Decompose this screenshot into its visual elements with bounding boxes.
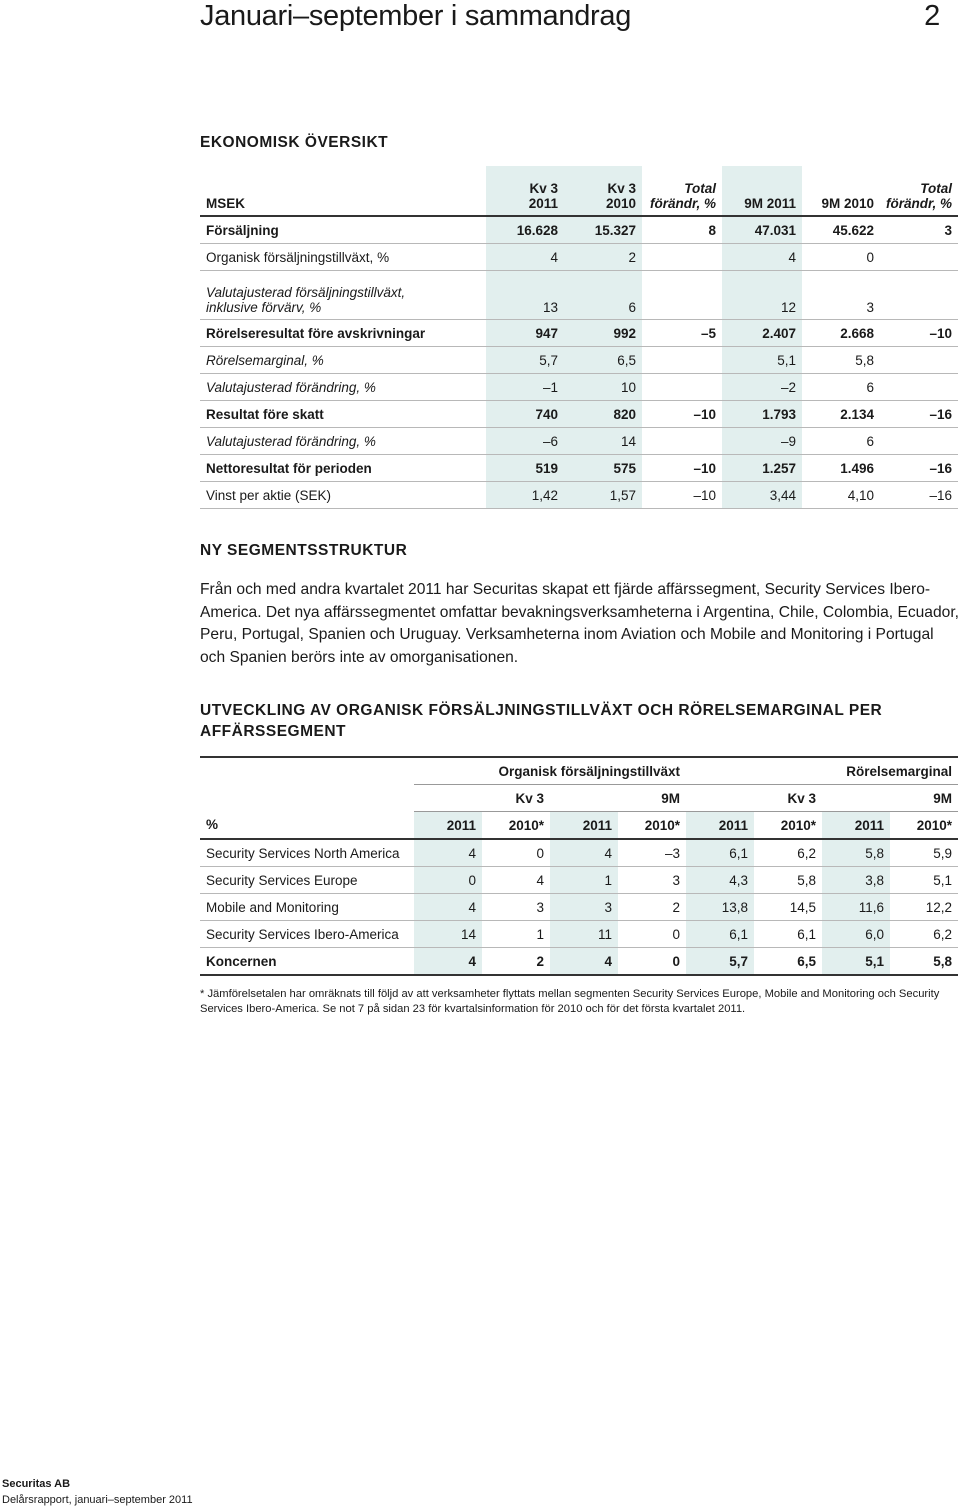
overview-row	[200, 216, 958, 244]
overview-cell	[880, 347, 958, 374]
development-cell: 2	[618, 894, 686, 921]
overview-cell	[642, 374, 722, 401]
development-year-header: 2010*	[890, 812, 958, 840]
overview-row	[200, 347, 958, 374]
development-cell: 5,1	[890, 867, 958, 894]
development-row-label: Security Services North America	[200, 839, 414, 867]
development-cell: 4	[550, 948, 618, 976]
page-number: 2	[924, 0, 940, 32]
overview-cell: 6,5	[564, 347, 642, 374]
overview-row	[200, 374, 958, 401]
development-period-header: Kv 3	[414, 785, 550, 812]
footer	[2, 1476, 193, 1508]
development-year-row	[200, 812, 958, 840]
overview-header-cell: MSEK	[200, 166, 486, 216]
development-cell: 3	[618, 867, 686, 894]
overview-cell: 3	[880, 216, 958, 244]
segment-text: Från och med andra kvartalet 2011 har Securitas skapat ett fjärde affärssegment, Security Services Ibero-America. Det nya affärssegmentet omfattar bevakningsverksamheterna i Argentina, Chile, Colombia, Ecuador, Peru, Portugal, Spanien och Uruguay. Verksamheterna inom Aviation och Mobile and Monitoring i Portugal och Spanien berörs inte av omorganisationen.	[200, 581, 959, 666]
development-row	[200, 921, 958, 948]
overview-cell: 1.793	[722, 401, 802, 428]
development-period-row	[200, 785, 958, 812]
overview-cell: 3,44	[722, 482, 802, 509]
development-year-header: 2011	[822, 812, 890, 840]
overview-cell: 1.496	[802, 455, 880, 482]
overview-cell: –10	[642, 401, 722, 428]
overview-row-label: Resultat före skatt	[200, 401, 486, 428]
overview-cell: 12	[722, 271, 802, 320]
overview-row-label: Rörelseresultat före avskrivningar	[200, 320, 486, 347]
overview-header-row	[200, 166, 958, 216]
overview-cell: 13	[486, 271, 564, 320]
footer-company: Securitas AB	[2, 1478, 71, 1490]
development-period-header: Kv 3	[686, 785, 822, 812]
overview-cell: –16	[880, 455, 958, 482]
overview-cell: –9	[722, 428, 802, 455]
overview-cell: 820	[564, 401, 642, 428]
overview-row-label: Valutajusterad förändring, %	[200, 374, 486, 401]
overview-cell: –6	[486, 428, 564, 455]
page-title-text: Januari–september i sammandrag	[200, 0, 632, 32]
page-title	[200, 0, 940, 34]
overview-cell	[880, 271, 958, 320]
overview-row	[200, 401, 958, 428]
development-cell: 13,8	[686, 894, 754, 921]
development-cell: 4	[482, 867, 550, 894]
development-cell: 0	[482, 839, 550, 867]
overview-table	[200, 166, 958, 509]
overview-row-label: Rörelsemarginal, %	[200, 347, 486, 374]
development-cell: 6,1	[686, 839, 754, 867]
development-heading: UTVECKLING AV ORGANISK FÖRSÄLJNINGSTILLVÄXT OCH RÖRELSEMARGINAL PER AFFÄRSSEGMENT	[200, 702, 883, 740]
segment-heading: NY SEGMENTSSTRUKTUR	[200, 542, 408, 559]
development-cell: 3	[550, 894, 618, 921]
development-cell: 3	[482, 894, 550, 921]
overview-header-cell: 9M 2011	[722, 166, 802, 216]
development-year-header: 2011	[686, 812, 754, 840]
overview-cell	[642, 428, 722, 455]
overview-cell: –10	[880, 320, 958, 347]
overview-cell	[880, 244, 958, 271]
development-cell: 6,2	[754, 839, 822, 867]
development-cell: 3,8	[822, 867, 890, 894]
overview-row-label: Försäljning	[200, 216, 486, 244]
overview-row-label: Valutajusterad försäljningstillväxt, inklusive förvärv, %	[200, 271, 486, 320]
development-year-header: 2010*	[754, 812, 822, 840]
development-period-header: 9M	[550, 785, 686, 812]
overview-cell: –2	[722, 374, 802, 401]
overview-row-label: Organisk försäljningstillväxt, %	[200, 244, 486, 271]
development-group-row	[200, 757, 958, 785]
development-cell: 11,6	[822, 894, 890, 921]
development-cell: 5,7	[686, 948, 754, 976]
overview-header-cell: Total förändr, %	[880, 166, 958, 216]
development-cell: 1	[550, 867, 618, 894]
overview-cell: 2.668	[802, 320, 880, 347]
development-group-header: Rörelsemarginal	[686, 757, 958, 785]
development-cell: 6,2	[890, 921, 958, 948]
overview-row-label: Nettoresultat för perioden	[200, 455, 486, 482]
overview-cell: 2.134	[802, 401, 880, 428]
overview-header-cell: Kv 3 2010	[564, 166, 642, 216]
development-group-header: Organisk försäljningstillväxt	[414, 757, 686, 785]
development-row	[200, 894, 958, 921]
development-cell: 4	[414, 839, 482, 867]
development-cell: 0	[414, 867, 482, 894]
development-cell: 4,3	[686, 867, 754, 894]
overview-cell: 6	[802, 374, 880, 401]
development-row	[200, 839, 958, 867]
overview-cell	[642, 347, 722, 374]
development-cell: 6,0	[822, 921, 890, 948]
development-cell: –3	[618, 839, 686, 867]
development-cell: 4	[550, 839, 618, 867]
overview-cell: 575	[564, 455, 642, 482]
development-cell: 1	[482, 921, 550, 948]
overview-cell: 6	[802, 428, 880, 455]
development-year-header: 2010*	[482, 812, 550, 840]
development-table	[200, 756, 958, 976]
overview-header-cell: 9M 2010	[802, 166, 880, 216]
development-cell: 4	[414, 894, 482, 921]
development-cell: 0	[618, 948, 686, 976]
development-row-label: Koncernen	[200, 948, 414, 976]
development-row-label: Mobile and Monitoring	[200, 894, 414, 921]
development-cell: 5,9	[890, 839, 958, 867]
overview-cell: 5,7	[486, 347, 564, 374]
development-year-header: 2011	[550, 812, 618, 840]
development-cell: 5,8	[890, 948, 958, 976]
overview-cell: 5,1	[722, 347, 802, 374]
development-cell: 14,5	[754, 894, 822, 921]
overview-cell: 10	[564, 374, 642, 401]
overview-cell: 5,8	[802, 347, 880, 374]
overview-cell: 45.622	[802, 216, 880, 244]
development-cell: 12,2	[890, 894, 958, 921]
overview-cell: 740	[486, 401, 564, 428]
overview-cell: –16	[880, 482, 958, 509]
overview-cell: 1,42	[486, 482, 564, 509]
development-cell: 11	[550, 921, 618, 948]
overview-cell: 16.628	[486, 216, 564, 244]
overview-row	[200, 320, 958, 347]
overview-cell: –1	[486, 374, 564, 401]
overview-row-label: Valutajusterad förändring, %	[200, 428, 486, 455]
development-cell: 5,8	[822, 839, 890, 867]
development-cell: 14	[414, 921, 482, 948]
development-year-label: %	[200, 812, 414, 840]
development-cell: 6,1	[754, 921, 822, 948]
development-row-label: Security Services Ibero-America	[200, 921, 414, 948]
development-period-blank	[200, 785, 414, 812]
development-period-header: 9M	[822, 785, 958, 812]
overview-cell	[880, 428, 958, 455]
overview-cell: 1.257	[722, 455, 802, 482]
overview-cell: –10	[642, 455, 722, 482]
overview-cell: 3	[802, 271, 880, 320]
development-cell: 6,5	[754, 948, 822, 976]
development-cell: 2	[482, 948, 550, 976]
overview-cell: 992	[564, 320, 642, 347]
overview-row	[200, 482, 958, 509]
development-year-header: 2011	[414, 812, 482, 840]
overview-cell	[642, 271, 722, 320]
overview-cell: 1,57	[564, 482, 642, 509]
development-row	[200, 948, 958, 976]
overview-cell: 2	[564, 244, 642, 271]
development-cell: 4	[414, 948, 482, 976]
overview-header-cell: Kv 3 2011	[486, 166, 564, 216]
overview-cell: 2.407	[722, 320, 802, 347]
overview-cell: 4	[486, 244, 564, 271]
overview-cell	[880, 374, 958, 401]
development-cell: 6,1	[686, 921, 754, 948]
overview-cell: 14	[564, 428, 642, 455]
overview-cell: –16	[880, 401, 958, 428]
development-year-header: 2010*	[618, 812, 686, 840]
footer-report: Delårsrapport, januari–september 2011	[2, 1494, 193, 1506]
overview-heading: EKONOMISK ÖVERSIKT	[200, 134, 389, 151]
development-row	[200, 867, 958, 894]
overview-row	[200, 455, 958, 482]
development-cell: 0	[618, 921, 686, 948]
overview-row	[200, 244, 958, 271]
footnote: * Jämförelsetalen har omräknats till följd av att verksamheter flyttats mellan segmenten Security Services Europe, Mobile and Monitoring och Security Services Ibero-America. Se not 7 på sidan 23 för kvartalsinformation för 2010 och för det första kvartalet 2011.	[200, 988, 940, 1015]
development-cell: 5,1	[822, 948, 890, 976]
overview-cell: –5	[642, 320, 722, 347]
overview-cell: –10	[642, 482, 722, 509]
overview-cell: 4,10	[802, 482, 880, 509]
overview-header-cell: Total förändr, %	[642, 166, 722, 216]
overview-cell: 15.327	[564, 216, 642, 244]
overview-cell: 47.031	[722, 216, 802, 244]
overview-cell: 519	[486, 455, 564, 482]
overview-cell: 8	[642, 216, 722, 244]
overview-row	[200, 428, 958, 455]
overview-cell: 4	[722, 244, 802, 271]
overview-cell: 947	[486, 320, 564, 347]
overview-row	[200, 271, 958, 320]
development-group-blank	[200, 757, 414, 785]
overview-cell: 6	[564, 271, 642, 320]
development-row-label: Security Services Europe	[200, 867, 414, 894]
overview-cell: 0	[802, 244, 880, 271]
development-cell: 5,8	[754, 867, 822, 894]
overview-cell	[642, 244, 722, 271]
overview-row-label: Vinst per aktie (SEK)	[200, 482, 486, 509]
